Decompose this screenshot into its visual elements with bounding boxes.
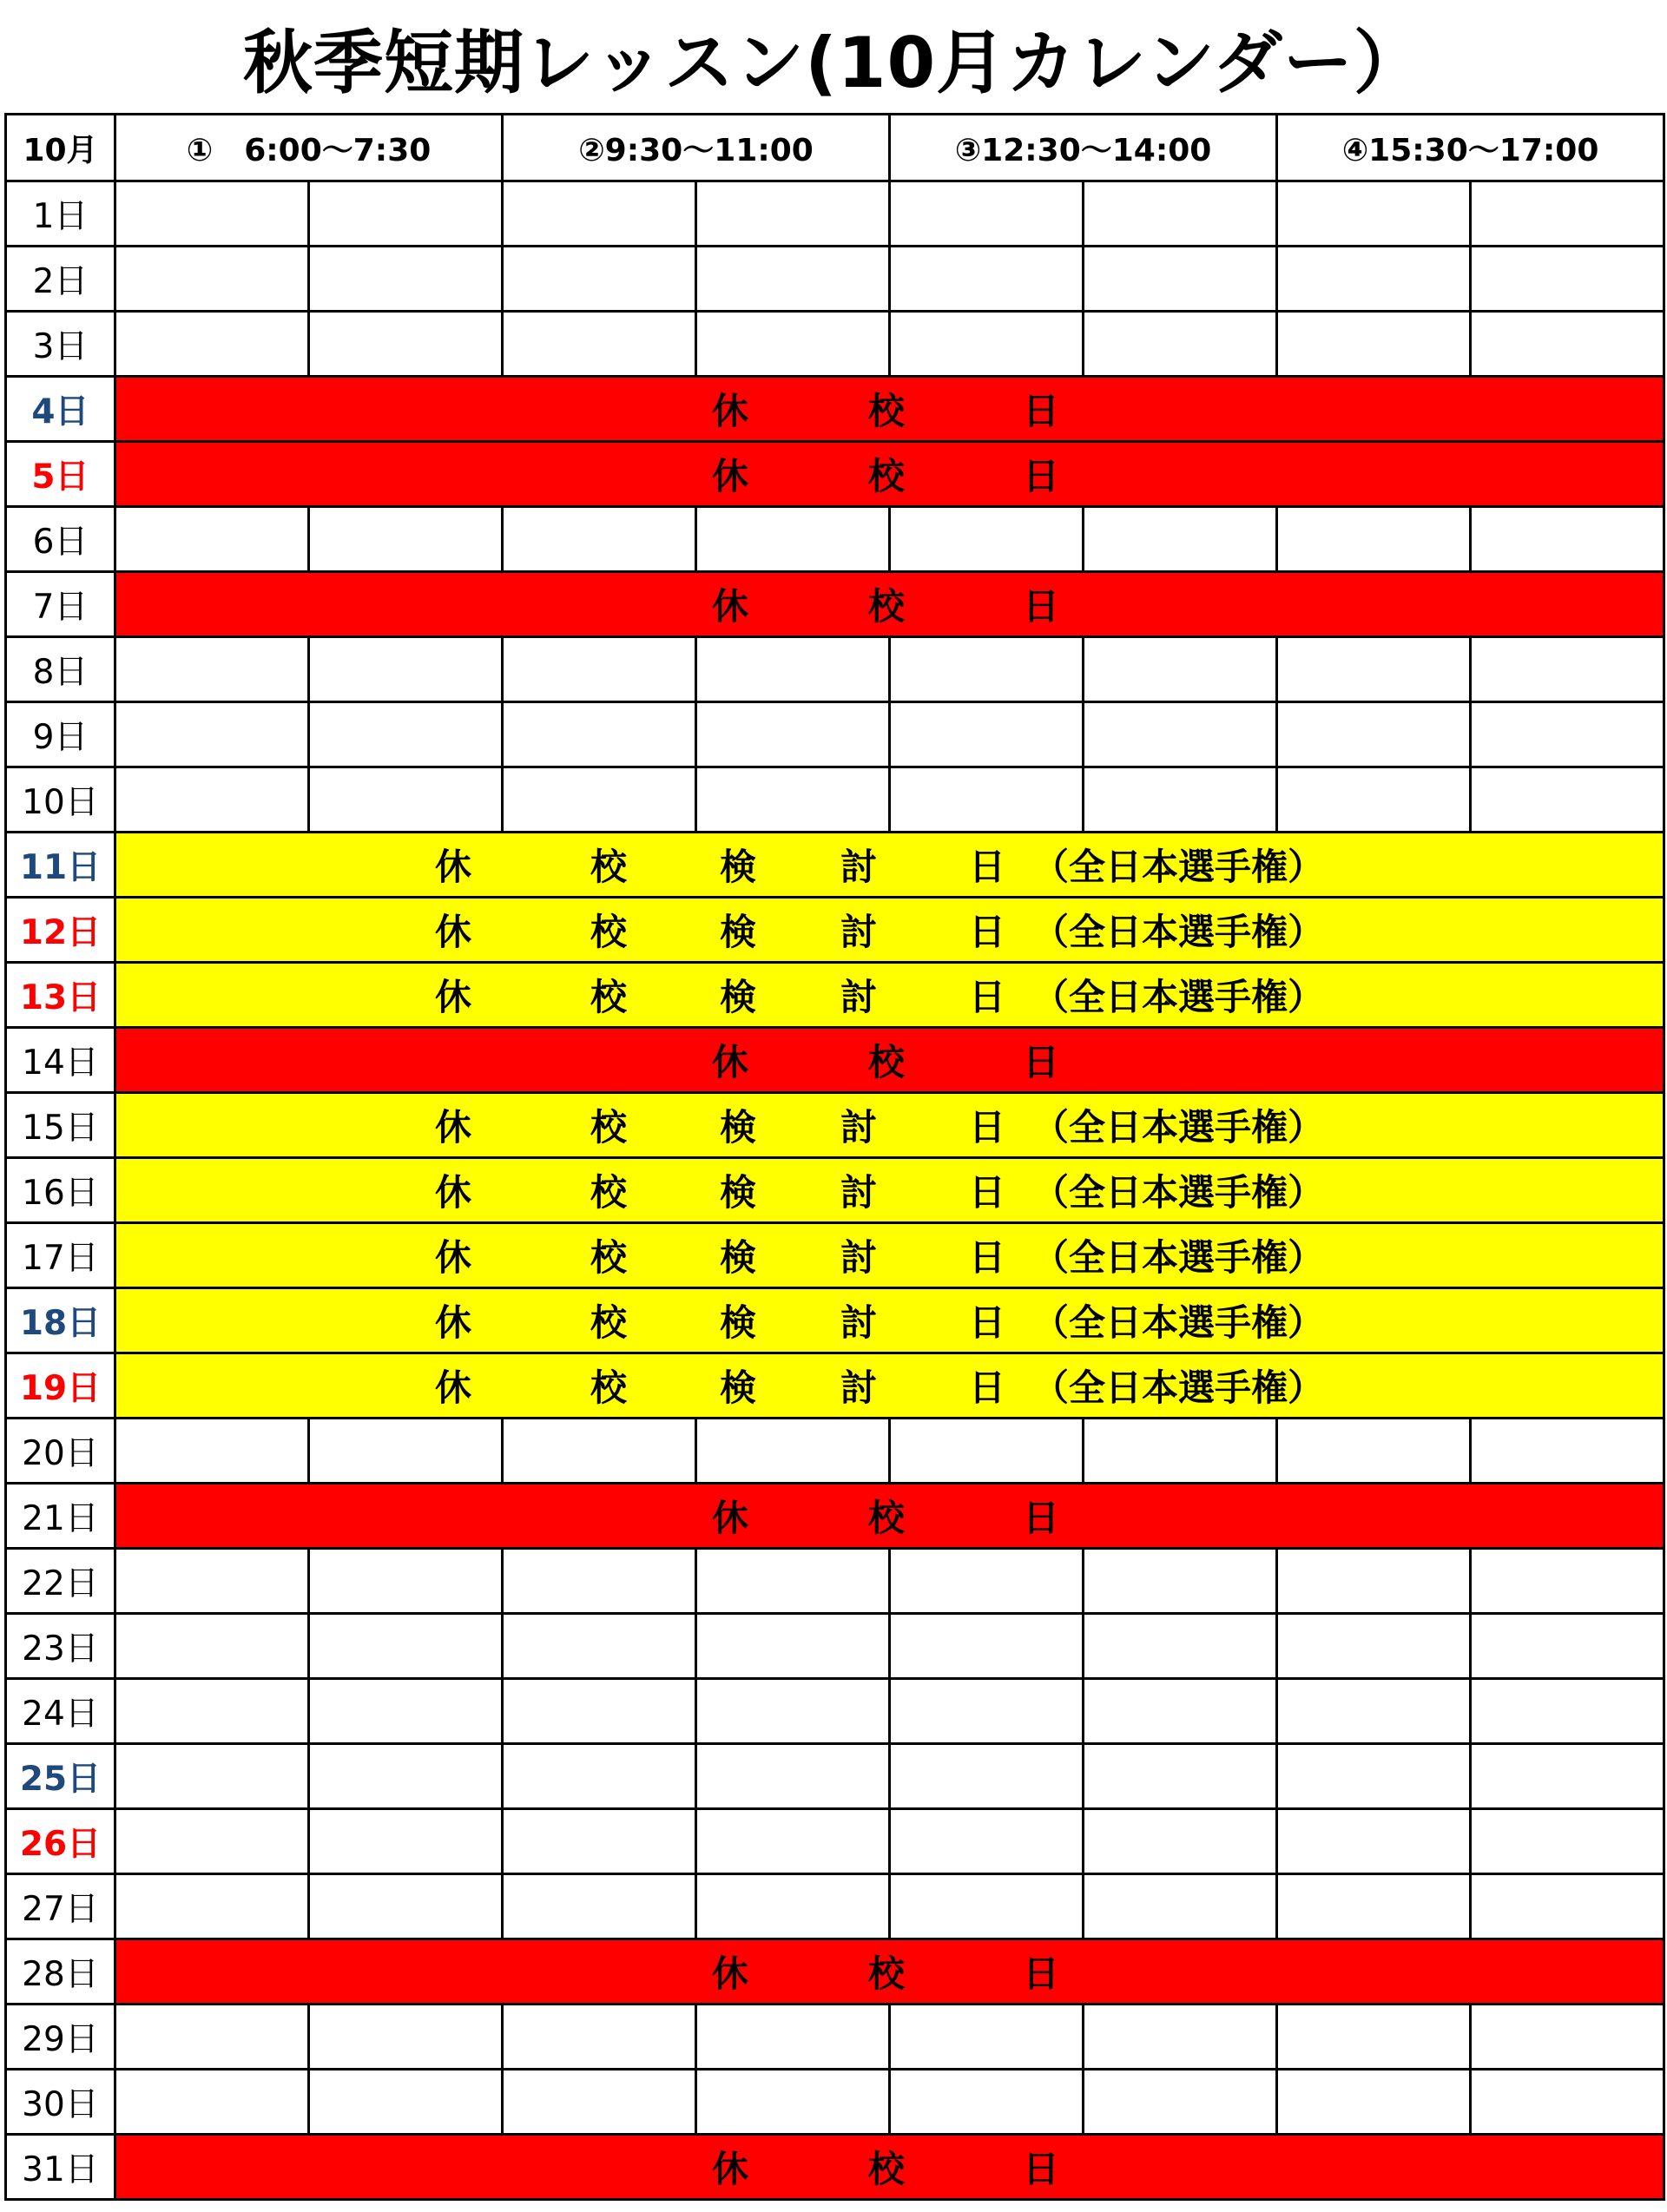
slot-cell[interactable] bbox=[115, 1874, 309, 1939]
banner-glyph: 休 bbox=[711, 1952, 749, 1995]
closed-day-banner bbox=[115, 2135, 1664, 2200]
banner-glyph: 休 bbox=[711, 1497, 749, 1539]
slot-cell[interactable] bbox=[1471, 702, 1664, 767]
day-label: 2日 bbox=[6, 247, 115, 312]
review-day-banner bbox=[115, 1353, 1664, 1419]
slot-cell[interactable] bbox=[1471, 181, 1664, 247]
slot-cell[interactable] bbox=[1277, 1809, 1471, 1874]
slot-cell[interactable] bbox=[1471, 1419, 1664, 1484]
banner-glyph: 検 bbox=[719, 1301, 757, 1344]
banner-glyph: 校 bbox=[867, 390, 906, 432]
slot-cell[interactable] bbox=[1471, 1549, 1664, 1614]
banner-glyph: 討 bbox=[840, 1301, 878, 1344]
slot-cell[interactable] bbox=[503, 637, 696, 702]
review-day-banner bbox=[115, 1223, 1664, 1288]
day-label: 24日 bbox=[6, 1679, 115, 1744]
day-row bbox=[6, 637, 1664, 702]
banner-glyph: 校 bbox=[590, 976, 628, 1018]
day-label: 30日 bbox=[6, 2070, 115, 2135]
day-label: 29日 bbox=[6, 2005, 115, 2070]
slot-cell[interactable] bbox=[309, 1809, 503, 1874]
banner-glyph: 校 bbox=[590, 1106, 628, 1149]
slot-cell[interactable] bbox=[696, 1744, 890, 1809]
slot-cell[interactable] bbox=[1471, 1679, 1664, 1744]
slot-cell[interactable] bbox=[503, 312, 696, 377]
banner-glyph: 校 bbox=[590, 1171, 628, 1214]
day-row bbox=[6, 1093, 1664, 1158]
day-row bbox=[6, 572, 1664, 637]
slot-cell[interactable] bbox=[1277, 1419, 1471, 1484]
banner-glyph: 休 bbox=[434, 1366, 472, 1409]
slot-cell[interactable] bbox=[696, 1614, 890, 1679]
day-label: 16日 bbox=[6, 1158, 115, 1223]
slot-cell[interactable] bbox=[1277, 767, 1471, 833]
day-row bbox=[6, 181, 1664, 247]
review-note: （全日本選手権） bbox=[1032, 1236, 1325, 1279]
slot-cell[interactable] bbox=[890, 181, 1084, 247]
day-label: 25日 bbox=[6, 1744, 115, 1809]
banner-glyph: 日 bbox=[968, 846, 1006, 888]
banner-glyph: 日 bbox=[968, 1106, 1006, 1149]
header-row bbox=[6, 115, 1664, 181]
banner-glyph: 検 bbox=[719, 846, 757, 888]
slot-cell[interactable] bbox=[696, 312, 890, 377]
slot-header-2: ②9:30〜11:00 bbox=[503, 115, 890, 181]
banner-glyph: 校 bbox=[867, 1041, 906, 1083]
banner-glyph: 討 bbox=[840, 1171, 878, 1214]
day-label: 14日 bbox=[6, 1028, 115, 1093]
slot-cell[interactable] bbox=[696, 2070, 890, 2135]
banner-glyph: 検 bbox=[719, 1106, 757, 1149]
day-row bbox=[6, 963, 1664, 1028]
day-row bbox=[6, 1874, 1664, 1939]
closed-day-banner bbox=[115, 572, 1664, 637]
banner-glyph: 休 bbox=[434, 1236, 472, 1279]
slot-header-4: ④15:30〜17:00 bbox=[1277, 115, 1664, 181]
slot-cell[interactable] bbox=[115, 767, 309, 833]
review-note: （全日本選手権） bbox=[1032, 1106, 1325, 1149]
banner-glyph: 検 bbox=[719, 1236, 757, 1279]
review-day-banner bbox=[115, 963, 1664, 1028]
review-day-banner bbox=[115, 1158, 1664, 1223]
banner-glyph: 日 bbox=[1022, 1497, 1060, 1539]
month-header: 10月 bbox=[6, 115, 115, 181]
lesson-calendar-table bbox=[4, 113, 1665, 2201]
day-row bbox=[6, 1288, 1664, 1353]
banner-glyph: 討 bbox=[840, 1366, 878, 1409]
day-row bbox=[6, 507, 1664, 572]
slot-cell[interactable] bbox=[115, 1614, 309, 1679]
slot-cell[interactable] bbox=[1084, 1809, 1277, 1874]
slot-cell[interactable] bbox=[1084, 1679, 1277, 1744]
banner-glyph: 休 bbox=[434, 976, 472, 1018]
slot-cell[interactable] bbox=[890, 1549, 1084, 1614]
banner-glyph: 休 bbox=[711, 390, 749, 432]
slot-cell[interactable] bbox=[696, 1874, 890, 1939]
slot-cell[interactable] bbox=[1084, 1874, 1277, 1939]
banner-glyph: 検 bbox=[719, 911, 757, 953]
banner-glyph: 日 bbox=[968, 911, 1006, 953]
slot-cell[interactable] bbox=[890, 312, 1084, 377]
slot-cell[interactable] bbox=[1277, 507, 1471, 572]
slot-cell[interactable] bbox=[503, 1614, 696, 1679]
day-row bbox=[6, 2005, 1664, 2070]
slot-cell[interactable] bbox=[1471, 2005, 1664, 2070]
banner-glyph: 日 bbox=[1022, 455, 1060, 497]
slot-cell[interactable] bbox=[309, 767, 503, 833]
slot-cell[interactable] bbox=[696, 2005, 890, 2070]
banner-glyph: 校 bbox=[867, 455, 906, 497]
slot-cell[interactable] bbox=[1471, 1809, 1664, 1874]
slot-cell[interactable] bbox=[1084, 1614, 1277, 1679]
slot-cell[interactable] bbox=[1084, 1744, 1277, 1809]
slot-cell[interactable] bbox=[1277, 2070, 1471, 2135]
day-row bbox=[6, 1223, 1664, 1288]
day-row bbox=[6, 1809, 1664, 1874]
banner-glyph: 日 bbox=[1022, 2148, 1060, 2190]
day-label: 9日 bbox=[6, 702, 115, 767]
review-note: （全日本選手権） bbox=[1032, 976, 1325, 1018]
slot-cell[interactable] bbox=[1277, 702, 1471, 767]
slot-cell[interactable] bbox=[1471, 507, 1664, 572]
slot-cell[interactable] bbox=[503, 767, 696, 833]
slot-cell[interactable] bbox=[890, 1679, 1084, 1744]
review-note: （全日本選手権） bbox=[1032, 1301, 1325, 1344]
banner-glyph: 休 bbox=[711, 455, 749, 497]
banner-glyph: 休 bbox=[711, 585, 749, 628]
slot-cell[interactable] bbox=[1471, 2070, 1664, 2135]
slot-cell[interactable] bbox=[696, 247, 890, 312]
slot-cell[interactable] bbox=[890, 2070, 1084, 2135]
banner-glyph: 休 bbox=[434, 1301, 472, 1344]
slot-cell[interactable] bbox=[309, 1744, 503, 1809]
slot-cell[interactable] bbox=[309, 1874, 503, 1939]
slot-cell[interactable] bbox=[1084, 312, 1277, 377]
slot-cell[interactable] bbox=[1277, 1549, 1471, 1614]
slot-cell[interactable] bbox=[1084, 1549, 1277, 1614]
day-row bbox=[6, 1484, 1664, 1549]
banner-glyph: 校 bbox=[867, 2148, 906, 2190]
day-row bbox=[6, 2135, 1664, 2200]
slot-cell[interactable] bbox=[503, 1549, 696, 1614]
day-row bbox=[6, 442, 1664, 507]
day-row bbox=[6, 1679, 1664, 1744]
slot-cell[interactable] bbox=[1084, 507, 1277, 572]
day-label: 27日 bbox=[6, 1874, 115, 1939]
slot-cell[interactable] bbox=[115, 1679, 309, 1744]
review-day-banner bbox=[115, 1093, 1664, 1158]
day-label: 26日 bbox=[6, 1809, 115, 1874]
day-label: 23日 bbox=[6, 1614, 115, 1679]
day-label: 3日 bbox=[6, 312, 115, 377]
day-row bbox=[6, 1549, 1664, 1614]
closed-day-banner bbox=[115, 442, 1664, 507]
slot-cell[interactable] bbox=[309, 1549, 503, 1614]
banner-glyph: 検 bbox=[719, 1171, 757, 1214]
slot-cell[interactable] bbox=[1084, 247, 1277, 312]
slot-cell[interactable] bbox=[1084, 181, 1277, 247]
slot-header-3: ③12:30〜14:00 bbox=[890, 115, 1277, 181]
slot-cell[interactable] bbox=[115, 2005, 309, 2070]
slot-cell[interactable] bbox=[503, 1419, 696, 1484]
banner-glyph: 日 bbox=[968, 976, 1006, 1018]
slot-cell[interactable] bbox=[503, 1679, 696, 1744]
slot-cell[interactable] bbox=[309, 2070, 503, 2135]
banner-glyph: 校 bbox=[867, 1497, 906, 1539]
slot-cell[interactable] bbox=[1277, 637, 1471, 702]
slot-cell[interactable] bbox=[696, 507, 890, 572]
banner-glyph: 検 bbox=[719, 976, 757, 1018]
slot-cell[interactable] bbox=[1277, 312, 1471, 377]
banner-glyph: 討 bbox=[840, 911, 878, 953]
slot-cell[interactable] bbox=[309, 247, 503, 312]
banner-glyph: 校 bbox=[867, 1952, 906, 1995]
banner-glyph: 日 bbox=[968, 1236, 1006, 1279]
day-label: 19日 bbox=[6, 1353, 115, 1419]
day-label: 6日 bbox=[6, 507, 115, 572]
day-row bbox=[6, 702, 1664, 767]
slot-cell[interactable] bbox=[696, 767, 890, 833]
slot-cell[interactable] bbox=[115, 2070, 309, 2135]
slot-cell[interactable] bbox=[1084, 637, 1277, 702]
closed-day-banner bbox=[115, 1028, 1664, 1093]
slot-header-1: ① 6:00〜7:30 bbox=[115, 115, 503, 181]
slot-cell[interactable] bbox=[696, 1809, 890, 1874]
banner-glyph: 休 bbox=[434, 1171, 472, 1214]
slot-cell[interactable] bbox=[309, 702, 503, 767]
closed-day-banner bbox=[115, 1939, 1664, 2005]
slot-cell[interactable] bbox=[1084, 1419, 1277, 1484]
review-note: （全日本選手権） bbox=[1032, 1171, 1325, 1214]
day-label: 20日 bbox=[6, 1419, 115, 1484]
slot-cell[interactable] bbox=[503, 181, 696, 247]
slot-cell[interactable] bbox=[115, 1419, 309, 1484]
slot-cell[interactable] bbox=[1471, 1744, 1664, 1809]
banner-glyph: 検 bbox=[719, 1366, 757, 1409]
slot-cell[interactable] bbox=[309, 507, 503, 572]
banner-glyph: 日 bbox=[968, 1171, 1006, 1214]
slot-cell[interactable] bbox=[696, 1679, 890, 1744]
banner-glyph: 日 bbox=[968, 1301, 1006, 1344]
slot-cell[interactable] bbox=[503, 1874, 696, 1939]
slot-cell[interactable] bbox=[1471, 637, 1664, 702]
closed-day-banner bbox=[115, 377, 1664, 442]
day-row bbox=[6, 1939, 1664, 2005]
slot-cell[interactable] bbox=[115, 312, 309, 377]
slot-cell[interactable] bbox=[309, 1419, 503, 1484]
review-day-banner bbox=[115, 833, 1664, 898]
slot-cell[interactable] bbox=[1084, 2005, 1277, 2070]
slot-cell[interactable] bbox=[1277, 181, 1471, 247]
day-row bbox=[6, 1028, 1664, 1093]
slot-cell[interactable] bbox=[115, 247, 309, 312]
slot-cell[interactable] bbox=[696, 637, 890, 702]
page-title: 秋季短期レッスン(10月カレンダー） bbox=[243, 23, 1424, 103]
banner-glyph: 日 bbox=[968, 1366, 1006, 1409]
slot-cell[interactable] bbox=[503, 1809, 696, 1874]
slot-cell[interactable] bbox=[1084, 702, 1277, 767]
slot-cell[interactable] bbox=[115, 637, 309, 702]
slot-cell[interactable] bbox=[1277, 2005, 1471, 2070]
banner-glyph: 校 bbox=[590, 1236, 628, 1279]
day-row bbox=[6, 833, 1664, 898]
banner-glyph: 休 bbox=[711, 1041, 749, 1083]
slot-cell[interactable] bbox=[696, 1549, 890, 1614]
day-label: 21日 bbox=[6, 1484, 115, 1549]
slot-cell[interactable] bbox=[309, 312, 503, 377]
slot-cell[interactable] bbox=[1277, 1679, 1471, 1744]
slot-cell[interactable] bbox=[890, 1874, 1084, 1939]
slot-cell[interactable] bbox=[115, 1744, 309, 1809]
day-label: 4日 bbox=[6, 377, 115, 442]
slot-cell[interactable] bbox=[115, 507, 309, 572]
slot-cell[interactable] bbox=[696, 702, 890, 767]
slot-cell[interactable] bbox=[503, 702, 696, 767]
slot-cell[interactable] bbox=[503, 2005, 696, 2070]
banner-glyph: 校 bbox=[590, 911, 628, 953]
slot-cell[interactable] bbox=[890, 1744, 1084, 1809]
slot-cell[interactable] bbox=[309, 181, 503, 247]
day-row bbox=[6, 377, 1664, 442]
day-row bbox=[6, 898, 1664, 963]
day-row bbox=[6, 312, 1664, 377]
review-note: （全日本選手権） bbox=[1032, 1366, 1325, 1409]
slot-cell[interactable] bbox=[1277, 247, 1471, 312]
day-label: 7日 bbox=[6, 572, 115, 637]
banner-glyph: 校 bbox=[590, 1301, 628, 1344]
slot-cell[interactable] bbox=[115, 181, 309, 247]
review-note: （全日本選手権） bbox=[1032, 911, 1325, 953]
slot-cell[interactable] bbox=[309, 1679, 503, 1744]
banner-glyph: 討 bbox=[840, 976, 878, 1018]
day-label: 11日 bbox=[6, 833, 115, 898]
banner-glyph: 休 bbox=[434, 911, 472, 953]
day-row bbox=[6, 2070, 1664, 2135]
review-note: （全日本選手権） bbox=[1032, 846, 1325, 888]
day-label: 28日 bbox=[6, 1939, 115, 2005]
slot-cell[interactable] bbox=[503, 2070, 696, 2135]
slot-cell[interactable] bbox=[1471, 247, 1664, 312]
banner-glyph: 日 bbox=[1022, 1952, 1060, 1995]
slot-cell[interactable] bbox=[890, 507, 1084, 572]
day-label: 31日 bbox=[6, 2135, 115, 2200]
day-row bbox=[6, 767, 1664, 833]
banner-glyph: 討 bbox=[840, 1236, 878, 1279]
slot-cell[interactable] bbox=[309, 637, 503, 702]
day-label: 12日 bbox=[6, 898, 115, 963]
day-label: 5日 bbox=[6, 442, 115, 507]
slot-cell[interactable] bbox=[696, 1419, 890, 1484]
slot-cell[interactable] bbox=[1471, 312, 1664, 377]
banner-glyph: 日 bbox=[1022, 585, 1060, 628]
slot-cell[interactable] bbox=[309, 1614, 503, 1679]
slot-cell[interactable] bbox=[890, 2005, 1084, 2070]
banner-glyph: 日 bbox=[1022, 1041, 1060, 1083]
slot-cell[interactable] bbox=[1084, 2070, 1277, 2135]
slot-cell[interactable] bbox=[1471, 1874, 1664, 1939]
slot-cell[interactable] bbox=[890, 1614, 1084, 1679]
day-row bbox=[6, 1158, 1664, 1223]
day-label: 17日 bbox=[6, 1223, 115, 1288]
review-day-banner bbox=[115, 898, 1664, 963]
slot-cell[interactable] bbox=[1471, 767, 1664, 833]
day-row bbox=[6, 1614, 1664, 1679]
banner-glyph: 休 bbox=[711, 2148, 749, 2190]
banner-glyph: 校 bbox=[590, 846, 628, 888]
slot-cell[interactable] bbox=[1084, 767, 1277, 833]
day-row bbox=[6, 1419, 1664, 1484]
slot-cell[interactable] bbox=[115, 1809, 309, 1874]
slot-cell[interactable] bbox=[1277, 1614, 1471, 1679]
slot-cell[interactable] bbox=[890, 247, 1084, 312]
slot-cell[interactable] bbox=[890, 637, 1084, 702]
slot-cell[interactable] bbox=[503, 1744, 696, 1809]
slot-cell[interactable] bbox=[309, 2005, 503, 2070]
slot-cell[interactable] bbox=[890, 1419, 1084, 1484]
day-label: 18日 bbox=[6, 1288, 115, 1353]
slot-cell[interactable] bbox=[503, 247, 696, 312]
slot-cell[interactable] bbox=[1471, 1614, 1664, 1679]
day-label: 15日 bbox=[6, 1093, 115, 1158]
banner-glyph: 校 bbox=[867, 585, 906, 628]
day-row bbox=[6, 247, 1664, 312]
day-label: 22日 bbox=[6, 1549, 115, 1614]
slot-cell[interactable] bbox=[115, 702, 309, 767]
slot-cell[interactable] bbox=[1277, 1744, 1471, 1809]
banner-glyph: 休 bbox=[434, 1106, 472, 1149]
day-row bbox=[6, 1744, 1664, 1809]
banner-glyph: 日 bbox=[1022, 390, 1060, 432]
slot-cell[interactable] bbox=[1277, 1874, 1471, 1939]
slot-cell[interactable] bbox=[890, 1809, 1084, 1874]
day-row bbox=[6, 1353, 1664, 1419]
slot-cell[interactable] bbox=[890, 702, 1084, 767]
banner-glyph: 校 bbox=[590, 1366, 628, 1409]
slot-cell[interactable] bbox=[890, 767, 1084, 833]
banner-glyph: 休 bbox=[434, 846, 472, 888]
slot-cell[interactable] bbox=[696, 181, 890, 247]
day-label: 13日 bbox=[6, 963, 115, 1028]
day-label: 1日 bbox=[6, 181, 115, 247]
banner-glyph: 討 bbox=[840, 1106, 878, 1149]
slot-cell[interactable] bbox=[503, 507, 696, 572]
day-label: 10日 bbox=[6, 767, 115, 833]
review-day-banner bbox=[115, 1288, 1664, 1353]
banner-glyph: 討 bbox=[840, 846, 878, 888]
slot-cell[interactable] bbox=[115, 1549, 309, 1614]
day-label: 8日 bbox=[6, 637, 115, 702]
closed-day-banner bbox=[115, 1484, 1664, 1549]
